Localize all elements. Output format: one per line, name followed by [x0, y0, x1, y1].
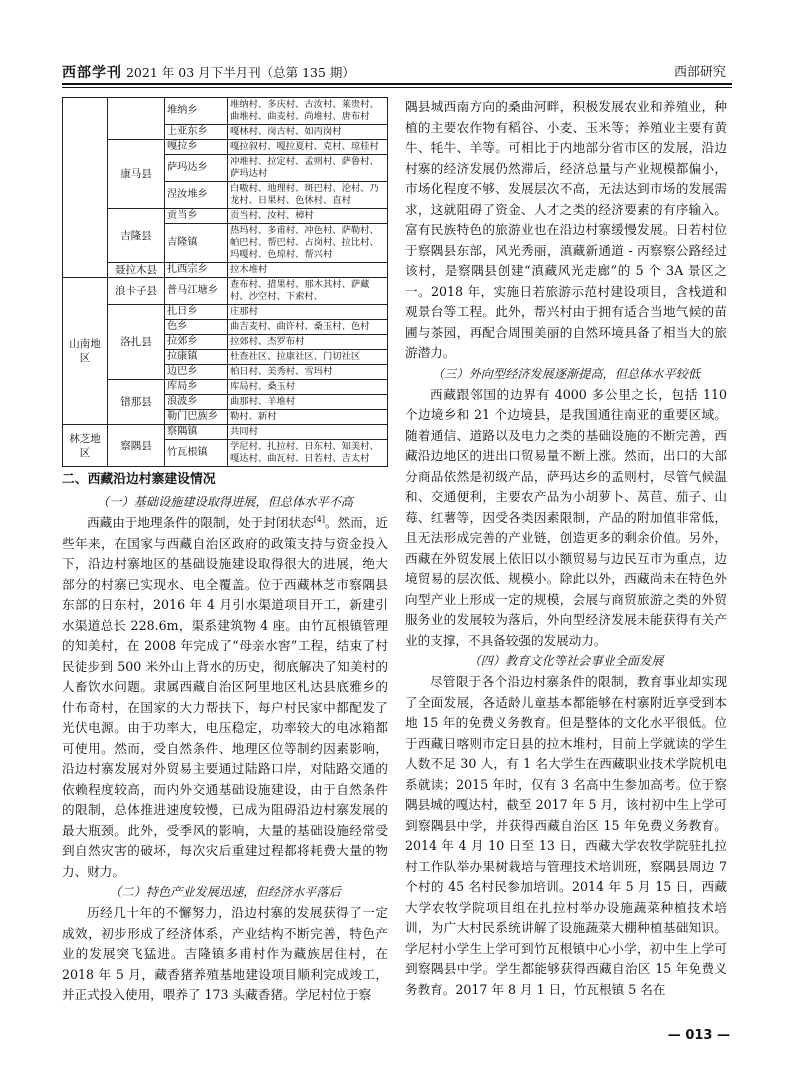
paragraph-text: 西藏由于地理条件的限制，处于封闭状态	[87, 515, 314, 530]
table-cell-town: 察隅镇	[165, 425, 228, 440]
table-cell-villages: 庄那村	[228, 305, 388, 320]
table-cell-villages: 贡当村、汝村、樟村	[228, 209, 388, 224]
body-paragraph: 隅县城西南方向的桑曲河畔，积极发展农业和养殖业，种植的主要农作物有稻谷、小麦、玉米等；养殖业主要有黄牛、牦牛、羊等。可相比于内地部分省市区的发展，沿边村寨的经济发展仍然滞后，经济总量与产业规模都偏小，市场化程度不够、发展层次不高，无法达到市场的发展需求，这就阻碍了资金、人才之类的经济要素的有序输入。富有民族特色的旅游业也在沿边村寨缓慢发展。日若村位于察隅县东部，风光秀丽，滇藏新通道 - 丙察察公路经过该村，是察隅县创建“滇藏风光走廊”的 5 个 3A 景区之一。2018 年，实施日若旅游示范村建设项目，含栈道和观景台等工程。此外，帮兴村由于拥有适合当地气候的苗圃与茶园，再配合周围美丽的自然环境具备了相当大的旅游潜力。	[405, 99, 727, 360]
table-row	[63, 140, 388, 155]
table-cell-villages: 嘎拉叙村、嘎拉夏村、克村、琼桂村	[228, 140, 388, 155]
table-cell-county: 吉隆县	[108, 209, 165, 263]
table-cell-villages: 勒村、新村	[228, 410, 388, 425]
table-cell-town: 竹瓦根镇	[165, 440, 228, 467]
table-cell-town: 扎日乡	[165, 305, 228, 320]
body-paragraph: 尽管限于各个沿边村寨条件的限制，教育事业却实现了全面发展，各适龄儿童基本都能够在村寨附近享受到本地 15 年的免费义务教育。但是整体的文化水平很低。位于西藏日喀则市定日县的拉木堆村，目前上学就读的学生人数不足 30 人，有 1 名大学生在西藏职业技术学院机电系就读；2015 年时，仅有 3 名高中生参加高考。位于察隅县城的嘎达村，截至 2017 年 5 月，该村初中生上学可到察隅县中学，并获得西藏自治区 15 年免费义务教育。2014 年 4 月 10 日至 13 日，西藏大学农牧学院驻扎拉村工作队举办果树栽培与管理技术培训班，察隅县周边 7 个村的 45 名村民参加培训。2014 年 5 月 15 日，西藏大学农牧学院项目组在扎拉村举办设施蔬菜种植技术培训，为广大村民系统讲解了设施蔬菜大棚种植基础知识。学尼村小学生上学可到竹瓦根镇中心小学，初中生上学可到察隅县中学。学生都能够获得西藏自治区 15 年免费义务教育。2017 年 8 月 1 日，竹瓦根镇 5 名在	[405, 674, 727, 997]
page-number: — 013 —	[667, 1028, 730, 1043]
table-cell-town: 贡当乡	[165, 209, 228, 224]
table-cell-villages: 冲堆村、拉定村、孟则村、萨鲁村、萨玛达村	[228, 155, 388, 182]
table-cell-town: 吉隆镇	[165, 224, 228, 263]
body-paragraph: 历经几十年的不懈努力，沿边村寨的发展获得了一定成效，初步形成了经济体系，产业结构不断完善，特色产业的发展突飞猛进。吉隆镇多甫村作为藏族居住村，在 2018 年 5 月，藏香猪养殖基地建设项目顺利完成竣工，并正式投入使用，喂养了 173 头藏香猪。学尼村位于察	[62, 905, 388, 1002]
table-cell-villages: 嘎林村、岗古村、如丙岗村	[228, 125, 388, 140]
right-column	[405, 97, 727, 1000]
table-cell-town: 浪波乡	[165, 395, 228, 410]
table-cell-county: 浪卡子县	[108, 278, 165, 305]
table-cell-villages: 库局村、桑玉村	[228, 380, 388, 395]
table-row	[63, 209, 388, 224]
table-row	[63, 305, 388, 320]
section-heading: 二、西藏沿边村寨建设情况	[62, 472, 216, 487]
table-cell-county: 洛扎县	[108, 305, 165, 380]
table-cell-town: 库局乡	[165, 380, 228, 395]
table-cell-town: 堆纳乡	[165, 98, 228, 125]
table-cell-town: 萨玛达乡	[165, 155, 228, 182]
table-cell-town: 上亚东乡	[165, 125, 228, 140]
header-rule	[62, 83, 732, 85]
table-cell-villages: 白嗷村、地理村、斑巴村、沦村、乃龙村、日果村、色休村、直村	[228, 182, 388, 209]
table-cell-county: 聂拉木县	[108, 263, 165, 278]
body-paragraph: 西藏跟邻国的边界有 4000 多公里之长，包括 110 个边境乡和 21 个边境县，是我国通往南亚的重要区域。随着通信、道路以及电力之类的基础设施的不断完善，西藏沿边地区的进出口贸易量不断上涨。然而，出口的大部分商品依然是初级产品，萨玛达乡的孟则村，尽管气候温和、交通便利，主要农产品为小胡萝卜、莴苣、茄子、山莓、红薯等，因受各类因素限制，产品的附加值非常低，且无法形成完善的产业链，创造更多的剩余价值。另外，西藏在外贸发展上依旧以小额贸易与边民互市为重点，边境贸易的层次低、规模小。除此以外，西藏尚未在特色外向型产业上形成一定的规模，会展与商贸旅游之类的外贸服务业的发展较为落后，外向型经济发展未能获得有关产业的支撑，不具备较强的发展动力。	[405, 386, 727, 648]
table-cell-villages: 学尼村、扎拉村、日东村、知美村、嘎达村、曲瓦村、日若村、吉太村	[228, 440, 388, 467]
table-cell-villages: 查布村、措果村、那木其村、萨藏村、沙空村、下索村、	[228, 278, 388, 305]
village-table	[62, 97, 388, 467]
table-cell-town: 涅汝堆乡	[165, 182, 228, 209]
table-cell-county	[108, 98, 165, 140]
issue-info: 2021 年 03 月下半月刊（总第 135 期）	[125, 65, 355, 80]
table-row	[63, 278, 388, 305]
paragraph-text: 。然而，近些年来，在国家与西藏自治区政府的政策支持与资金投入下，沿边村寨地区的基础设施建设取得很大的进展，绝大部分的村寨已实现水、电全覆盖。位于西藏林芝市察隅县东部的日东村，2016 年 4 月引水渠道项目开工，新建引水渠道总长 228.6m，渠系建筑物 4 座。由竹瓦根镇管理的知美村，在 2008 年完成了“母亲水窖”工程，结束了村民徒步到 500 米外山上背水的历史，彻底解决了知美村的人畜饮水问题。隶属西藏自治区阿里地区札达县底雅乡的什布奇村，在国家的大力帮扶下，每户村民家中都配发了光伏电源。由于功率大，电压稳定，功率较大的电冰箱都可使用。然而，受自然条件、地理区位等制约因素影响，沿边村寨发展对外贸易主要通过陆路口岸，对陆路交通的依赖程度较高，而内外交通基础设施建设，由于自然条件的限制，总体推进速度较慢，已成为阻碍沿边村寨发展的最大瓶颈。此外，受季风的影响，大量的基础设施经常受到自然灾害的破坏，每次灾后重建过程都将耗费大量的物力、财力。	[62, 515, 388, 879]
subsection-heading: （三）外向型经济发展逐渐提高，但总体水平较低	[431, 366, 701, 381]
table-cell-town: 边巴乡	[165, 365, 228, 380]
subsection-heading: （四）教育文化等社会事业全面发展	[468, 654, 664, 668]
table-row	[63, 263, 388, 278]
table-cell-region: 山南地区	[63, 278, 108, 425]
table-cell-villages: 共同村	[228, 425, 388, 440]
table-cell-town: 拉康镇	[165, 350, 228, 365]
subsection-heading: （二）特色产业发展迅速，但经济水平落后	[109, 885, 341, 899]
table-cell-county: 错那县	[108, 380, 165, 425]
journal-name: 西部学刊	[62, 65, 122, 81]
running-header	[62, 60, 732, 82]
left-column	[62, 97, 388, 1006]
table-cell-villages: 曲吉麦村、曲许村、桑玉村、色村	[228, 320, 388, 335]
table-cell-villages: 堆纳村、多庆村、古汝村、莱贵村、曲堆村、曲麦村、尚堆村、唐布村	[228, 98, 388, 125]
table-cell-villages: 杜查社区、拉康社区、门切社区	[228, 350, 388, 365]
table-cell-town: 嘎拉乡	[165, 140, 228, 155]
table-cell-villages: 拉郊村、杰罗布村	[228, 335, 388, 350]
table-cell-villages: 热玛村、多甫村、冲色村、萨勒村、帕巴村、帮巴村、占岗村、拉比村、玛嘎村、色琼村、帮兴村	[228, 224, 388, 263]
table-cell-town: 勒门巴族乡	[165, 410, 228, 425]
table-cell-town: 扎西宗乡	[165, 263, 228, 278]
table-cell-region: 林芝地区	[63, 425, 108, 467]
table-cell-town: 普马江塘乡	[165, 278, 228, 305]
section-name: 西部研究	[673, 65, 726, 80]
table-row	[63, 425, 388, 440]
header-rule-thin	[62, 87, 732, 88]
header-left	[62, 62, 355, 82]
table-cell-town: 色乡	[165, 320, 228, 335]
subsection-heading: （一）基础设施建设取得进展，但总体水平不高	[97, 495, 353, 509]
body-paragraph	[62, 513, 388, 882]
table-cell-villages: 拉木堆村	[228, 263, 388, 278]
citation: [4]	[313, 514, 326, 524]
table-cell-region	[63, 98, 108, 278]
table-cell-county: 康马县	[108, 140, 165, 209]
table-row	[63, 98, 388, 125]
table-cell-county: 察隅县	[108, 425, 165, 467]
table-row	[63, 380, 388, 395]
table-cell-villages: 曲那村、羊堆村	[228, 395, 388, 410]
table-cell-town: 拉郊乡	[165, 335, 228, 350]
table-cell-villages: 柏日村、美秀村、雪玛村	[228, 365, 388, 380]
